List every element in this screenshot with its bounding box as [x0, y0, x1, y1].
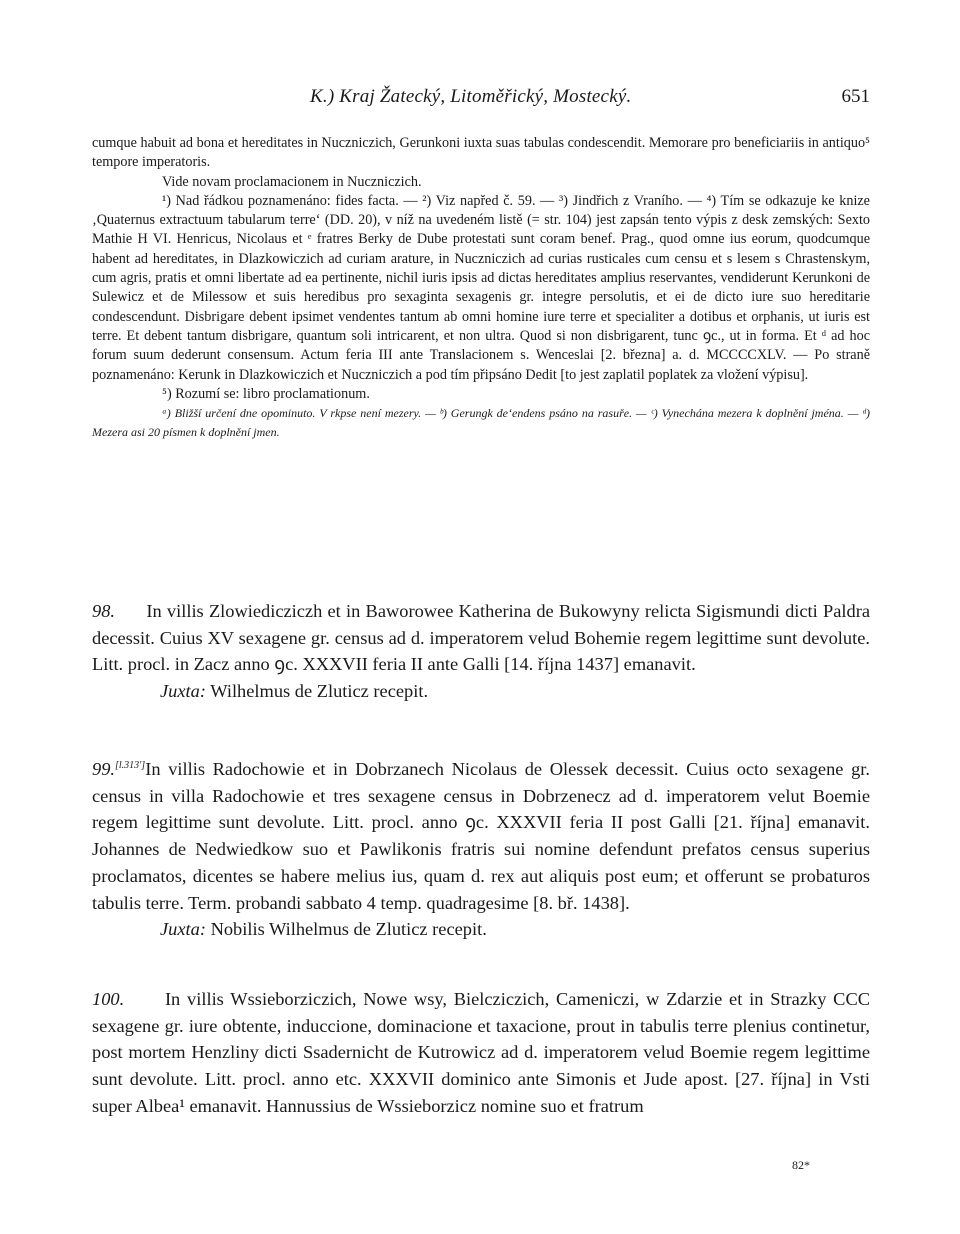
- entry-text: In villis Wssieborziczich, Nowe wsy, Bielcziczich, Cameniczi, w Zdarzie et in Strazky CCC sexagene gr. iure obtente, induccione, dominacione et taxacione, prout in tabulis terre plenius continetur, post mortem Henzliny dicti Ssadernicht de Kutrowicz ad d. imperatorem velud Boemie regem legittime sunt devolute. Litt. procl. anno etc. XXXVII dominico ante Simonis et Jude apost. [27. října] in Vsti super Albea¹ emanavit. Hannussius de Wssieborzicz nomine suo et fratrum: [92, 989, 870, 1116]
- note-five: ⁵) Rozumí se: libro proclamationum.: [162, 385, 370, 402]
- note-see-also: Vide novam proclamacionem in Nuczniczich.: [162, 173, 422, 190]
- juxta-text: Nobilis Wilhelmus de Zluticz recepit.: [210, 919, 487, 940]
- entry-number: 98.: [92, 601, 115, 621]
- entry-number: 99.: [92, 759, 115, 779]
- juxta-label: Juxta:: [160, 681, 206, 702]
- entry-text: In villis Radochowie et in Dobrzanech Nicolaus de Olessek decessit. Cuius octo sexagene gr. census in villa Radochowie et tres sexagene census in Dobrzenecz ad d. imperatorem velut Boemie regem legittime sunt devolute. Litt. procl. anno ꝯc. XXXVII feria II post Galli [21. října] emanavit. Johannes de Nedwiedkow suo et Pawlikonis fratris sui nomine defendunt prefatos census superius proclamatos, dicentes se habere melius ius, quam d. rex aut aliquis post eum; et offerunt se probaturos tabulis terre. Term. probandi sabbato 4 temp. quadragesime [8. bř. 1438].: [92, 759, 870, 913]
- juxta-text: Wilhelmus de Zluticz recepit.: [210, 681, 429, 702]
- juxta-label: Juxta:: [160, 919, 206, 940]
- page-number: 651: [841, 86, 870, 107]
- note-numbered: ¹) Nad řádkou poznamenáno: fides facta. — ²) Viz napřed č. 59. — ³) Jindřich z Vraního. — ⁴) Tím se odkazuje ke knize ‚Quaternus extractuum tabularum terre‘ (DD. 20), v níž na uvedeném listě (= str. 104) jest zapsán tento výpis z desk zemských: Sexto Mathie H VI. Henricus, Nicolaus et ᵉ fratres Berky de Dube protestati sunt coram benef. Prag., quod omne ius eorum, quodcumque habent ad hereditates, in Dlazkowiczich ad curiam arature, in Nuczniczich ad curias rusticales cum censu et s lesem s Chrastenskym, cum agris, pratis et omni libertate ad ea pertinente, nichil iuris ipsis ad dictas hereditates amplius reservantes, vendiderunt Kerunkoni de Sulewicz et de Milessow et suis heredibus pro sexaginta sexagenis gr. integre persolutis, et ei de dicto iure suo hereditarie condescendunt. Disbrigare debent ipsimet vendentes tantum ab omni homine iure terre et specialiter a dotibus et orphanis, ut iuris est terre. Et debent tantum disbrigare, quantum soli intricarent, et non ultra. Quod si non disbrigarent, tunc ꝯc., ut in forma. Et ᵈ ad hoc forum suum dederunt consensum. Actum feria III ante Translacionem s. Wenceslai [2. března] a. d. MCCCCXLV. — Po straně poznamenáno: Kerunk in Dlazkowiczich et Nuczniczich a pod tím připsáno Dedit [to jest zaplatil poplatek za vložení výpisu].: [92, 192, 870, 383]
- running-head: [92, 86, 870, 114]
- running-title: K.) Kraj Žatecký, Litoměřický, Mostecký.: [310, 86, 632, 107]
- entry-99: [92, 756, 870, 943]
- entry-number: 100.: [92, 989, 125, 1009]
- note-lettered: ᵃ) Bližší určení dne opominuto. V rkpse není mezery. — ᵇ) Gerungk de‘endens psáno na rasuře. — ᶜ) Vynechána mezera k doplnění jména. — ᵈ) Mezera asi 20 písmen k doplnění jmen.: [92, 406, 870, 440]
- entry-98: [92, 598, 870, 705]
- footnotes-block: [92, 134, 870, 443]
- entry-text: In villis Zlowiedicziczh et in Baworowee Katherina de Bukowyny relicta Sigismundi dicti Paldra decessit. Cuius XV sexagene gr. census ad d. imperatorem velud Bohemie regem legittime sunt devolute. Litt. procl. in Zacz anno ꝯc. XXXVII feria II ante Galli [14. října 1437] emanavit.: [92, 601, 870, 675]
- signature-mark: 82*: [792, 1158, 810, 1172]
- folio-reference: [l.313']: [115, 759, 146, 771]
- entry-100: [92, 986, 870, 1120]
- note-continuation: cumque habuit ad bona et hereditates in Nuczniczich, Gerunkoni iuxta suas tabulas condescendit. Memorare pro beneficiariis in antiquo⁵ tempore imperatoris.: [92, 135, 870, 171]
